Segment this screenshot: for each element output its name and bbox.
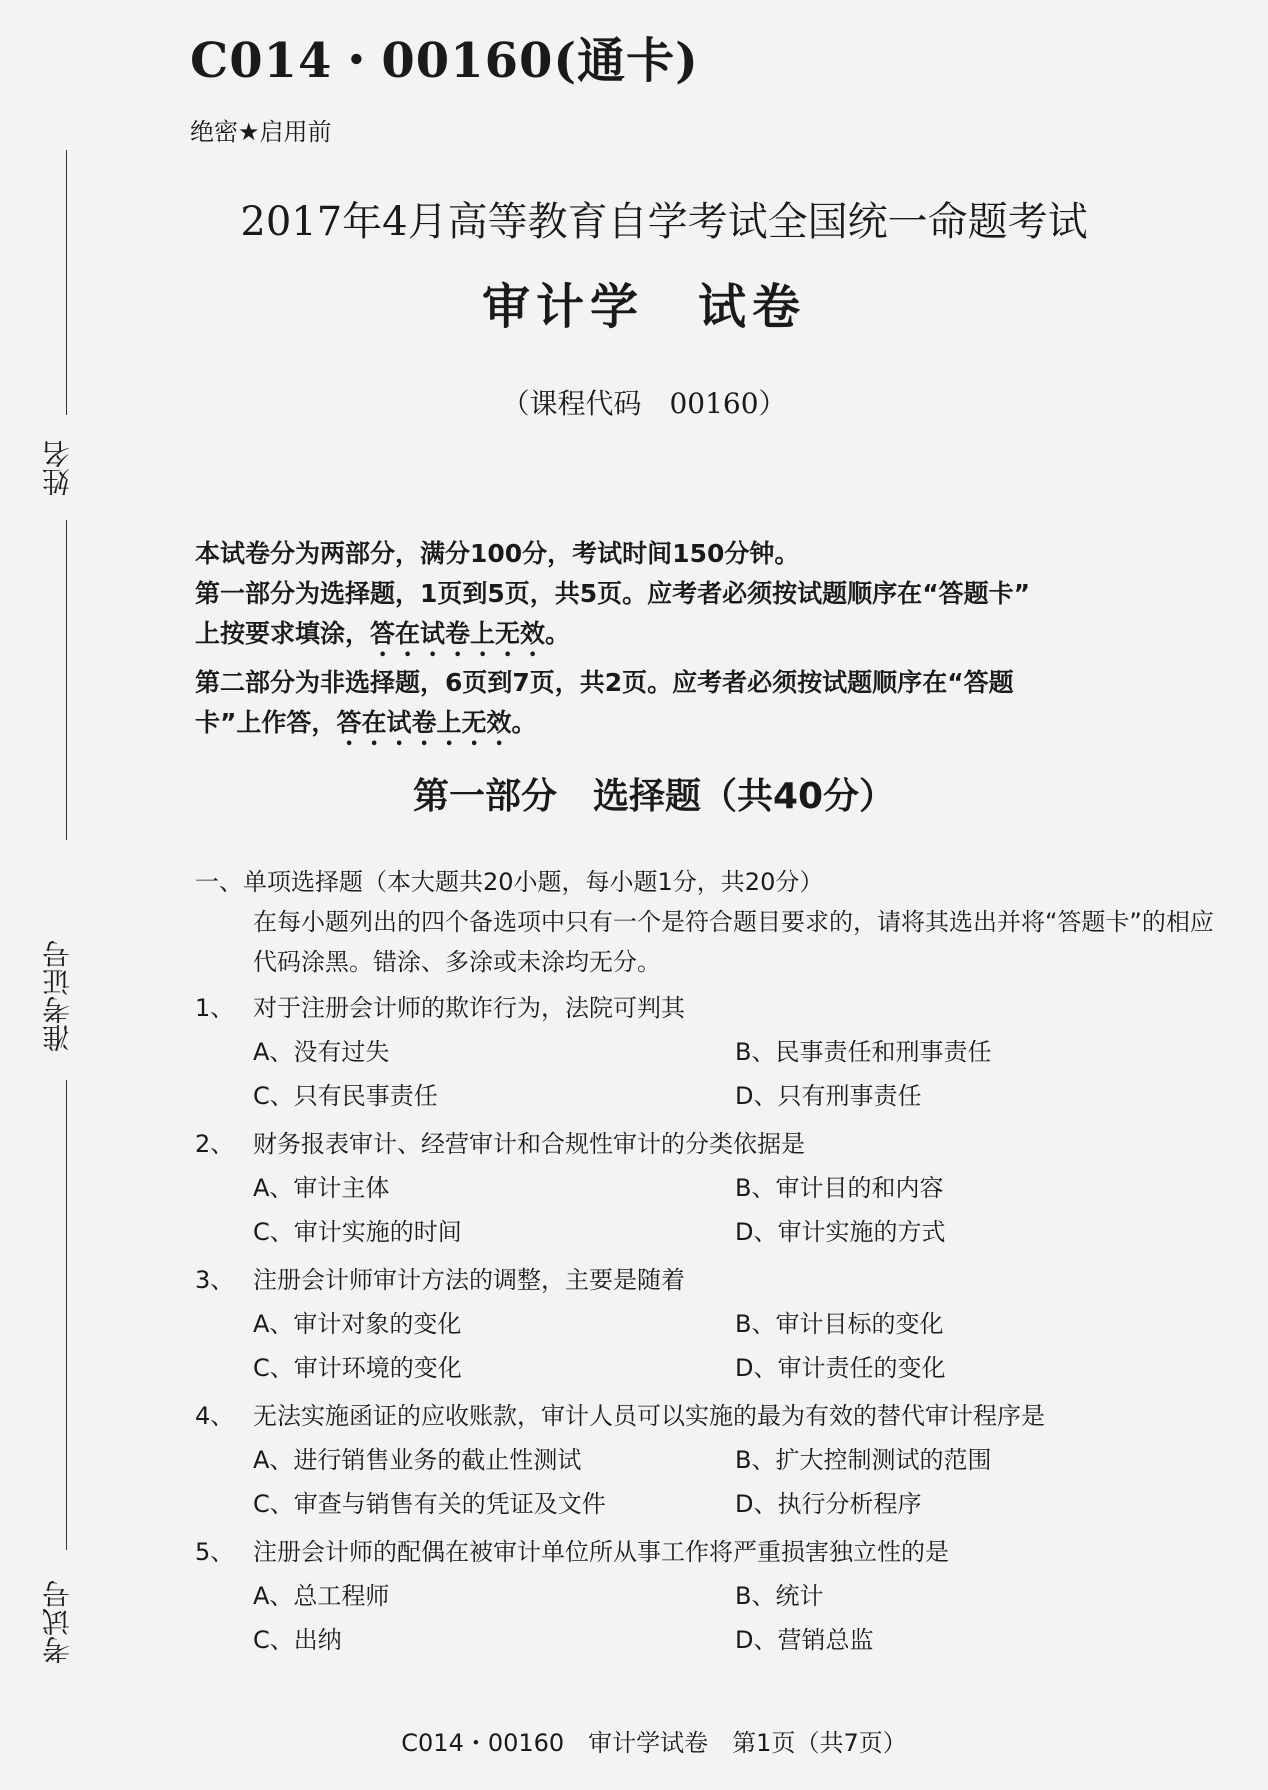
section-single-choice <box>195 862 1215 1662</box>
section-instruction: 在每小题列出的四个备选项中只有一个是符合题目要求的，请将其选出并将“答题卡”的相应代码涂黑。错涂、多涂或未涂均无分。 <box>253 908 1214 976</box>
question-number: 4、 <box>195 1402 235 1430</box>
name-label: 姓名 <box>41 440 74 496</box>
section-heading: 一、单项选择题（本大题共20小题，每小题1分，共20分） <box>195 868 824 896</box>
option-d: D、只有刑事责任 <box>735 1082 922 1110</box>
option-d: D、营销总监 <box>735 1626 874 1654</box>
part-one-title: 第一部分 选择题（共40分） <box>412 776 896 817</box>
question-number: 1、 <box>195 994 235 1022</box>
option-a: A、总工程师 <box>253 1582 390 1610</box>
option-b: B、民事责任和刑事责任 <box>735 1038 992 1066</box>
paper-code: C014・00160(通卡) <box>190 33 699 89</box>
option-d: D、执行分析程序 <box>735 1490 922 1518</box>
exam-title: 2017年4月高等教育自学考试全国统一命题考试 <box>240 199 1088 245</box>
question-stem: 财务报表审计、经营审计和合规性审计的分类依据是 <box>253 1130 805 1158</box>
emphasized-text: 答在试卷上无效 <box>370 619 546 648</box>
option-c: C、只有民事责任 <box>253 1082 438 1110</box>
instruction-line: 第一部分为选择题，1页到5页，共5页。应考者必须按试题顺序在“答题卡” <box>195 579 1031 608</box>
question-stem: 对于注册会计师的欺诈行为，法院可判其 <box>253 994 685 1022</box>
option-b: B、统计 <box>735 1582 824 1610</box>
question-stem: 无法实施函证的应收账款，审计人员可以实施的最为有效的替代审计程序是 <box>253 1402 1045 1430</box>
option-b: B、审计目标的变化 <box>735 1310 944 1338</box>
question <box>195 1530 1215 1662</box>
option-b: B、审计目的和内容 <box>735 1174 944 1202</box>
option-c: C、审计环境的变化 <box>253 1354 462 1382</box>
id-label: 准考证号 <box>41 940 74 1052</box>
exam-no-label: 考试号 <box>41 1580 74 1664</box>
instruction-line: 第二部分为非选择题，6页到7页，共2页。应考者必须按试题顺序在“答题 <box>195 668 1014 697</box>
option-c: C、审计实施的时间 <box>253 1218 462 1246</box>
exam-instructions <box>195 534 1215 752</box>
instruction-line: 本试卷分为两部分，满分100分，考试时间150分钟。 <box>195 539 800 568</box>
option-b: B、扩大控制测试的范围 <box>735 1446 992 1474</box>
question <box>195 986 1215 1118</box>
course-code: （课程代码 00160） <box>501 387 787 420</box>
option-c: C、审查与销售有关的凭证及文件 <box>253 1490 606 1518</box>
page-footer: C014・00160 审计学试卷 第1页（共7页） <box>401 1729 907 1757</box>
instruction-line: 上按要求填涂，答在试卷上无效。 <box>195 619 571 648</box>
question <box>195 1122 1215 1254</box>
question-number: 3、 <box>195 1266 235 1294</box>
option-c: C、出纳 <box>253 1626 342 1654</box>
question <box>195 1394 1215 1526</box>
paper-title: 审计学 试卷 <box>481 279 806 335</box>
option-a: A、进行销售业务的截止性测试 <box>253 1446 582 1474</box>
instruction-line: 卡”上作答，答在试卷上无效。 <box>195 708 537 737</box>
id-line <box>66 1080 67 1550</box>
emphasized-text: 答在试卷上无效 <box>336 708 512 737</box>
question-number: 5、 <box>195 1538 235 1566</box>
question <box>195 1258 1215 1390</box>
option-a: A、审计对象的变化 <box>253 1310 462 1338</box>
option-a: A、没有过失 <box>253 1038 390 1066</box>
question-stem: 注册会计师的配偶在被审计单位所从事工作将严重损害独立性的是 <box>253 1538 949 1566</box>
confidential-mark: 绝密★启用前 <box>190 118 332 146</box>
question-number: 2、 <box>195 1130 235 1158</box>
option-d: D、审计责任的变化 <box>735 1354 946 1382</box>
option-a: A、审计主体 <box>253 1174 390 1202</box>
option-d: D、审计实施的方式 <box>735 1218 946 1246</box>
question-stem: 注册会计师审计方法的调整，主要是随着 <box>253 1266 685 1294</box>
